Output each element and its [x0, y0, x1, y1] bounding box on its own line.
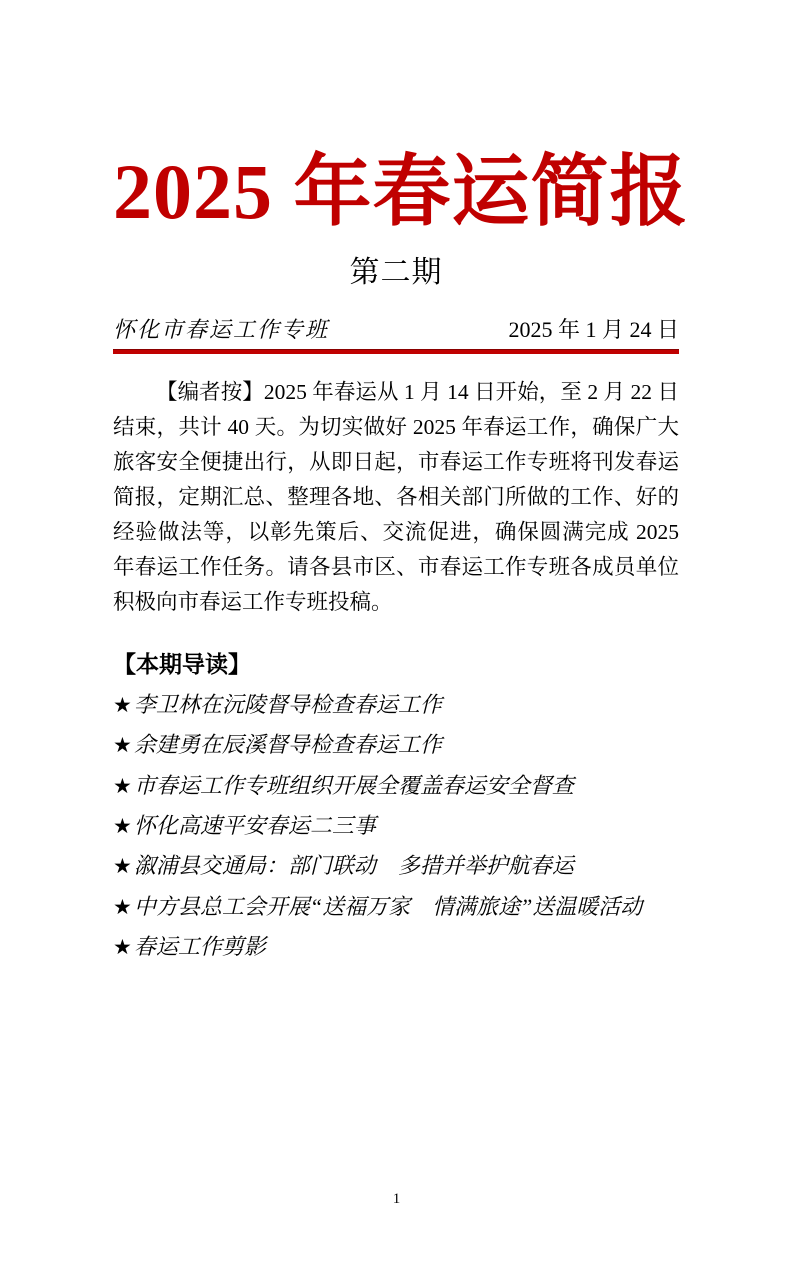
toc-item-label: 李卫林在沅陵督导检查春运工作 [133, 692, 442, 718]
toc-item-label: 市春运工作专班组织开展全覆盖春运安全督查 [133, 772, 574, 798]
toc-item [113, 853, 679, 878]
toc-item-label: 中方县总工会开展“送福万家 情满旅途”送温暖活动 [133, 893, 643, 919]
toc-item [113, 692, 679, 717]
toc-heading: 【本期导读】 [113, 650, 251, 677]
toc-item [113, 934, 679, 959]
star-icon: ★ [113, 814, 132, 839]
toc-item-label: 怀化高速平安春运二三事 [133, 813, 376, 839]
toc-item-label: 春运工作剪影 [133, 933, 266, 959]
issuing-org: 怀化市春运工作专班 [113, 316, 330, 342]
star-icon: ★ [113, 773, 132, 798]
star-icon: ★ [113, 854, 132, 879]
star-icon: ★ [113, 934, 132, 959]
toc-item [113, 894, 679, 919]
issue-number: 第二期 [349, 256, 443, 290]
toc-item [113, 773, 679, 798]
document-page [0, 148, 793, 1270]
star-icon: ★ [113, 894, 132, 919]
red-divider-rule [113, 349, 679, 354]
toc-list [113, 692, 679, 959]
toc-item-label: 溆浦县交通局：部门联动 多措并举护航春运 [133, 853, 574, 879]
toc-item [113, 732, 679, 757]
star-icon: ★ [113, 733, 132, 758]
issue-date: 2025 年 1 月 24 日 [508, 316, 679, 342]
document-title: 2025 年春运简报 [113, 148, 689, 235]
editor-note-paragraph: 【编者按】2025 年春运从 1 月 14 日开始，至 2 月 22 日结束，共计 40 天。为切实做好 2025 年春运工作，确保广大旅客安全便捷出行，从即日起，市春运工作专班将刊发春运简报，定期汇总、整理各地、各相关部门所做的工作、好的经验做法等，以彰先策后、交流促进，确保圆满完成 2025 年春运工作任务。请各县市区、市春运工作专班各成员单位积极向市春运工作专班投稿。 [113, 379, 679, 614]
page-number: 1 [392, 1191, 401, 1207]
star-icon: ★ [113, 693, 132, 718]
toc-item [113, 813, 679, 838]
toc-item-label: 余建勇在辰溪督导检查春运工作 [133, 732, 442, 758]
masthead-row [113, 313, 679, 344]
